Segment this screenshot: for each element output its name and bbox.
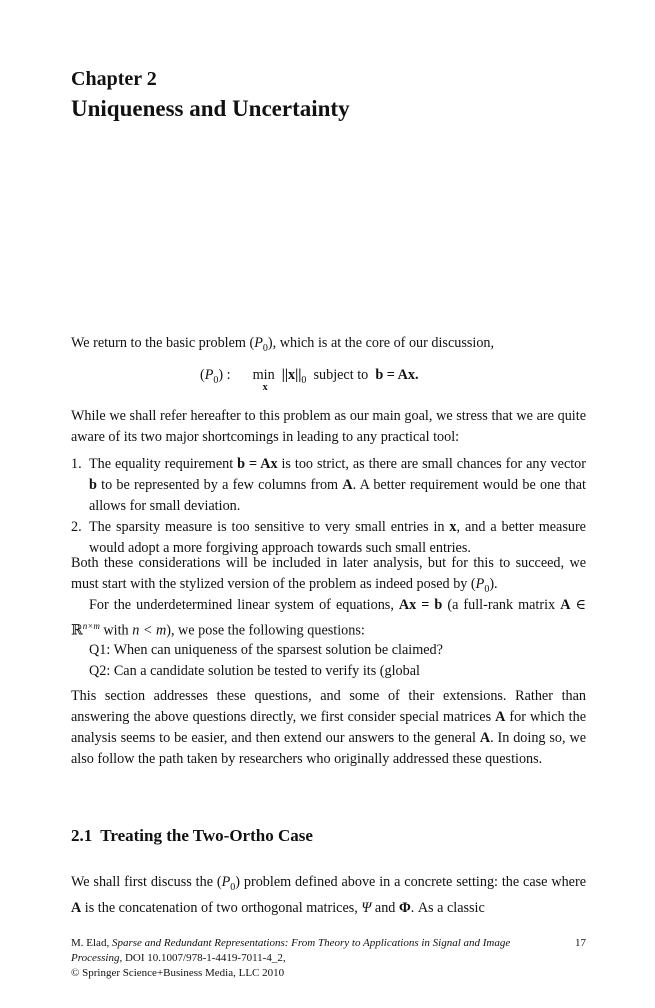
goal-paragraph: While we shall refer hereafter to this problem as our main goal, we stress that we are quite aware of its two major shortcomings in leading to any practical tool:	[71, 408, 586, 445]
chapter-label: Chapter 2	[71, 68, 157, 90]
list-item: 2. The sparsity measure is too sensitive to very small entries in x, and a better measure would adopt a more forgiving approach towards such small entries.	[71, 519, 586, 556]
footer	[71, 936, 586, 981]
copyright: © Springer Science+Business Media, LLC 2010	[71, 967, 285, 979]
two-ortho-paragraph: We shall first discuss the $(P_0)$ problem defined above in a concrete setting: the case where A is the concatenation of two orthogonal matrices, Ψ and Φ. As a classic	[71, 874, 586, 916]
underdetermined-paragraph: For the underdetermined linear system of equations, Ax = b (a full-rank matrix A ∈ ℝ$^{n\times m}$ with n < m), we pose the following questions:	[71, 597, 586, 639]
page-number: 17	[575, 937, 586, 949]
citation: M. Elad, Sparse and Redundant Representations: From Theory to Applications in Signal and Image Processing, DOI 10.1007/978-1-4419-7011-4_2,	[71, 937, 511, 964]
shortcomings-list	[71, 454, 586, 559]
question-2: Q2: Can a candidate solution be tested to verify its (global	[89, 663, 420, 679]
intro-paragraph: We return to the basic problem $(P_0)$, which is at the core of our discussion,	[71, 335, 495, 354]
considerations-paragraph: Both these considerations will be included in later analysis, but for this to succeed, we must start with the stylized version of the problem as indeed posed by $(P_0)$.	[71, 555, 586, 595]
question-1: Q1: When can uniqueness of the sparsest solution be claimed?	[89, 642, 443, 658]
p0-equation: $(P_0)$ : min x $||x||_0$ subject to b = Ax.	[200, 367, 419, 393]
list-item: 1. The equality requirement b = Ax is too strict, as there are small chances for any vector b to be represented by a few columns from A. A better requirement would be one that allows for small deviation.	[71, 456, 587, 514]
chapter-title: Uniqueness and Uncertainty	[71, 96, 350, 121]
section-heading: 2.1 Treating the Two-Ortho Case	[71, 826, 313, 845]
section-intro-paragraph: This section addresses these questions, and some of their extensions. Rather than answering the above questions directly, we first consider special matrices A for which the analysis seems to be easier, and then extend our answers to the general A. In doing so, we also follow the path taken by researchers who originally addressed these questions.	[71, 688, 586, 767]
